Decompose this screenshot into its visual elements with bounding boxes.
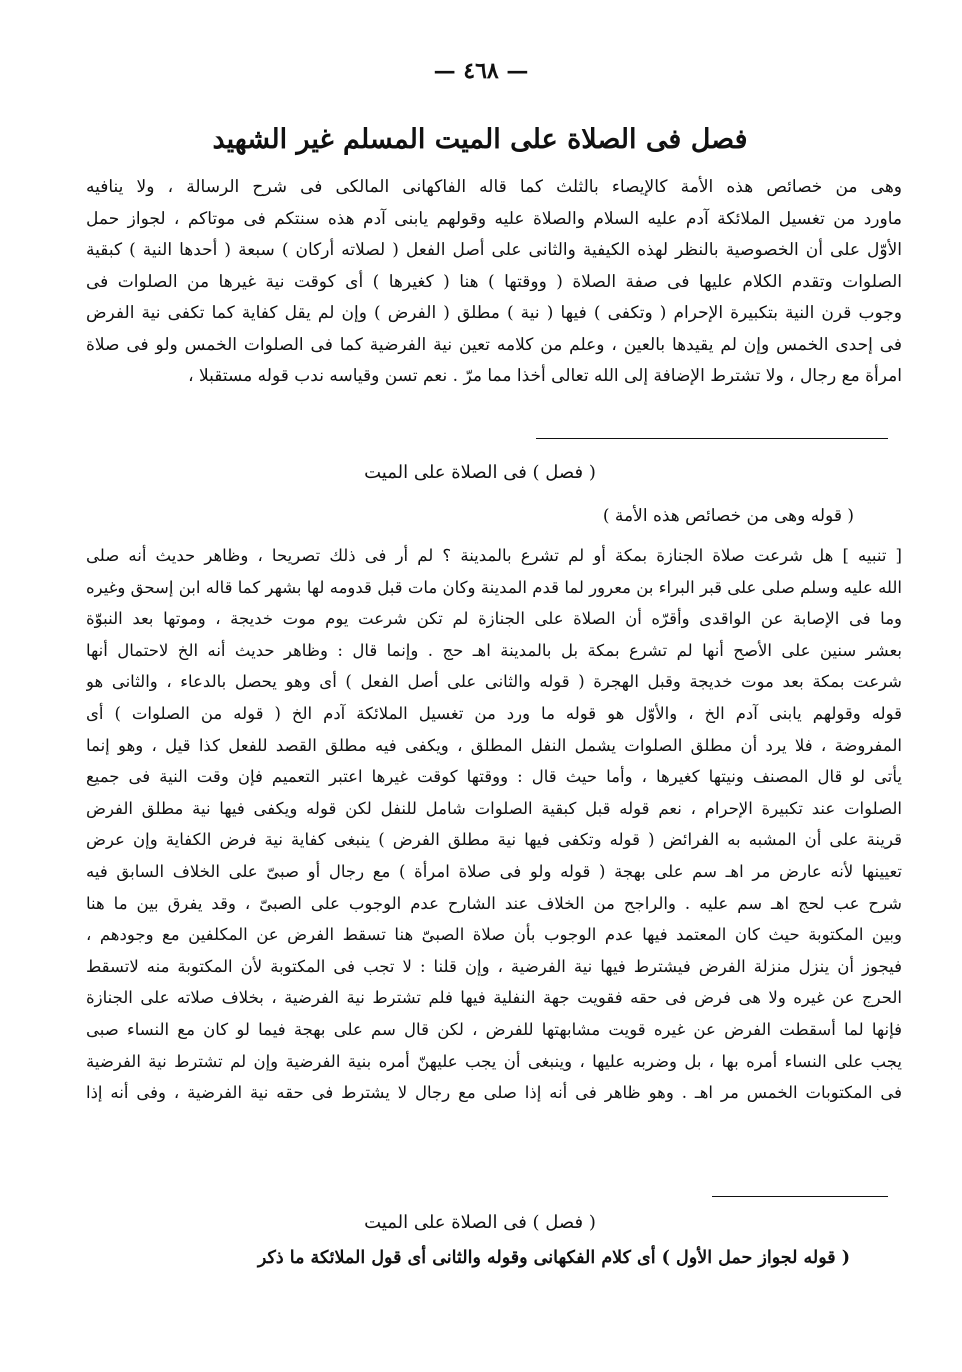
- commentary-line: الصلوات عند تكبيرة الإحرام ، نعم قوله قبل كبقية الصلوات شامل للنفل لكن قوله ويكفى فيها نية مطلق الفرض: [86, 798, 902, 818]
- commentary-line: فى المكتوبات الخمس مر اهـ . وهو ظاهر فى أنه إذا صلى مع رجال لا يشترط فى حقه نية الفرضية ، وفى أنه إذا: [86, 1083, 902, 1103]
- commentary-line: المفروضة ، فلا يرد أن مطلق الصلوات يشمل النفل المطلق ، ويكفى فيه مطلق القصد للفعل كذا قيل ، وهو إنما: [86, 735, 902, 755]
- section-divider: [536, 438, 888, 439]
- commentary-line: وما فى الإصابة عن الواقدى وأقرّه أن الصلاة على الجنازة لم تكن شرعت يوم موت خديجة ، وموتها بعد النبوّة: [86, 609, 902, 629]
- commentary-line: الحرج عن غيره ولا هى فرض فى حقه فقويت جهة النفلية فيها فلم تشترط نية الفرضية ، بخلاف صلاته على الجنازة: [86, 988, 902, 1008]
- main-text-line: فى إحدى الخمس وإن لم يقيدها بالعين ، وعلم من كلامه تعين نية الفرضية كما فى الصلوات الخمس ولو فى صلاة: [86, 334, 902, 355]
- commentary-line: شرعت بمكة بعد موت خديجة وقبل الهجرة ( قوله والثانى على أصل الفعل ) أى وهو يحصل بالدعاء ، والثانى هو: [86, 672, 902, 692]
- chapter-title: فصل فى الصلاة على الميت المسلم غير الشهيد: [212, 124, 748, 155]
- footer-lemma: ( قوله لجواز حمل الأول ) أى كلام الفكهانى وقوله والثانى أى قول الملائكة ما ذكر: [257, 1248, 850, 1268]
- footer-heading: ( فصل ) فى الصلاة على الميت: [364, 1212, 596, 1233]
- main-text-line: ماورد من تغسيل الملائكة آدم عليه السلام والصلاة عليه وقولهم يابنى آدم هذه سنتكم فى موتاكم ، لجواز حمل: [86, 208, 902, 229]
- main-text-block: [86, 172, 902, 393]
- commentary-line: قرينة على أن المشبه به الفرائض ( قوله وتكفى فيها نية مطلق الفرض ) ينبغى كفاية نية فرض الكفاية وإن عرض: [86, 830, 902, 850]
- commentary-line: فيجوز أن ينزل منزلة الفرض فيشترط فيها نية الفرضية ، وإن قلنا : لا تجب فى المكتوبة لأن المكتوبة منه لاتسقط: [86, 956, 902, 976]
- commentary-line: بعشر سنين على الأصح أنها لم تشرع بمكة بل بالمدينة اهـ حج . وإنما قال : وظاهر حديث أنه الخ لاحتمال أنها: [86, 640, 902, 660]
- commentary-line: شرح عب لحج اهـ سم عليه . والراجح من الخلاف عند الشارح عدم الوجوب على الصبىّ ، وقد يفرق بين ما هنا: [86, 893, 902, 913]
- commentary-heading: ( فصل ) فى الصلاة على الميت: [364, 462, 596, 483]
- commentary-line: [ تنبيه ] هل شرعت صلاة الجنازة بمكة أو لم تشرع بالمدينة ؟ لم أر فى ذلك تصريحا ، وظاهر حديث أنه صلى: [86, 546, 902, 565]
- main-text-line: الصلوات وتقدم الكلام عليها فى صفة الصلاة ( ووقتها ) هنا ( كغيرها ) أى كوقت نية غيرها من الصلوات فى: [86, 271, 902, 292]
- commentary-line: فإنها لما أسقطت الفرض عن غيره قويت مشابهتها للفرض ، لكن قال سم على بهجة فيما لو كان مع النساء صبى: [86, 1019, 902, 1039]
- commentary-block: [86, 540, 902, 1109]
- section-divider: [712, 1196, 888, 1197]
- main-text-line: الأوّل على أن الخصوصية بالنظر لهذه الكيفية والثانى على أصل الفعل ( لصلاته أركان ) سبعة ( أحدها النية ) كبقية: [86, 240, 902, 260]
- commentary-line: يأتى لو قال المصنف ونيتها كغيرها ، وأما حيث قال : ووقتها كوقت غيرها اعتبر التعميم فإن وقت النية فى جميع: [86, 767, 902, 787]
- commentary-line: قوله وقولهم يابنى آدم الخ ، والأوّل هو قوله ما ورد من تغسيل الملائكة آدم الخ ( قوله من الصلوات ) أى: [86, 703, 902, 723]
- main-text-line: امرأة مع رجال ، ولا تشترط الإضافة إلى الله تعالى أخذا مما مرّ . نعم تسن وقياسه ندب قوله مستقبلا ،: [188, 366, 902, 386]
- commentary-line: تعيينها لأنه عارض مر اهـ سم على بهجة ( قوله ولو فى صلاة امرأة ) مع رجال أو صبىّ على الخلاف السابق فيه: [86, 861, 902, 881]
- main-text-line: وهى من خصائص هذه الأمة كالإيصاء بالثلث كما قاله الفاكهانى المالكى فى شرح الرسالة ، ولا ينافيه: [86, 177, 902, 197]
- main-text-line: وجوب قرن النية بتكبيرة الإحرام ( وتكفى ) فيها ( نية ) مطلق ( الفرض ) وإن لم يقل كفاية كما تكفى نية الفرض: [86, 303, 902, 323]
- commentary-lemma: ( قوله وهى من خصائص هذه الأمة ): [602, 506, 854, 526]
- commentary-line: يجب على النساء أمره بها ، بل وضربه عليها ، وينبغى أن يجب عليهنّ أمره بنية الفرضية وإن لم تشترط نية الفرضية: [86, 1051, 902, 1071]
- page-number: — ٤٦٨ —: [433, 58, 529, 84]
- commentary-line: الله عليه وسلم صلى على قبر البراء بن معرور لما قدم المدينة وكان مات قبل قدومه لها بشهر كما قاله ابن إسحق وغيره: [86, 577, 902, 597]
- commentary-line: وبين المكتوبة حيث كان المعتمد فيها عدم الوجوب بأن صلاة الصبىّ هنا تسقط الفرض عن المكلفين مع وجودهم ،: [86, 925, 902, 945]
